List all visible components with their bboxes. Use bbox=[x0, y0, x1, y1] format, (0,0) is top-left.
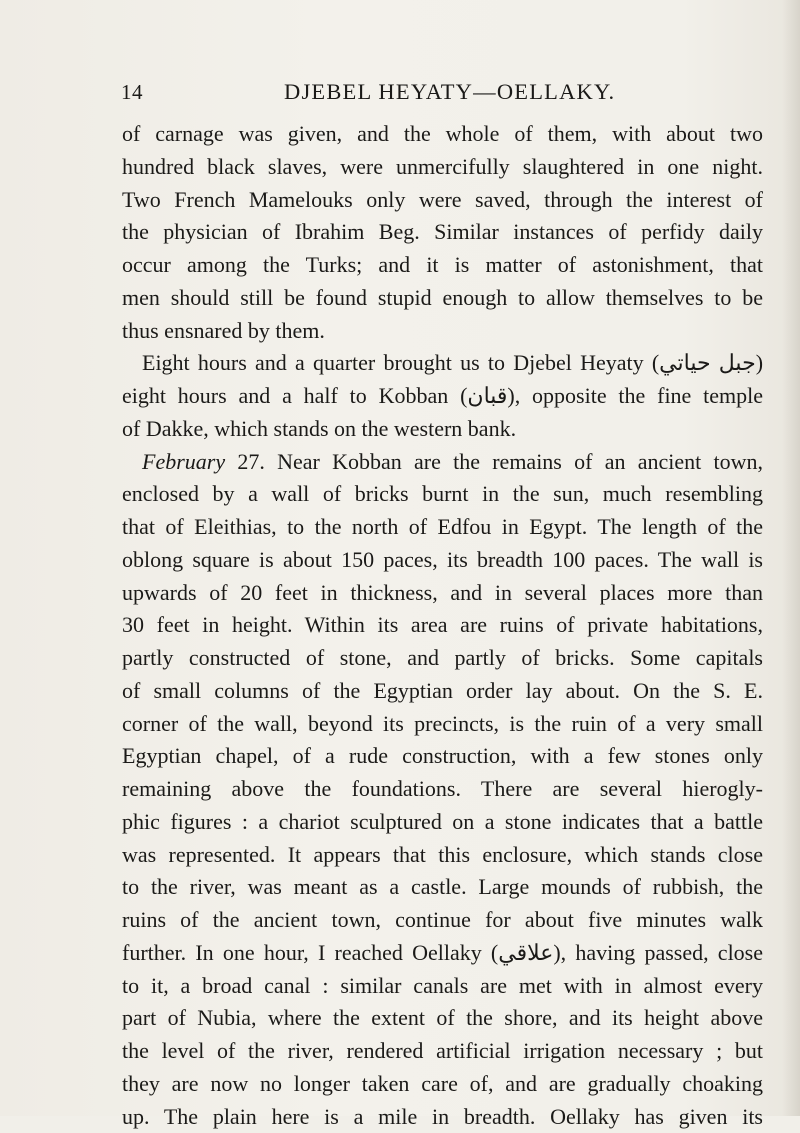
text-line: that of Eleithias, to the north of Edfou in Egypt. The length of the bbox=[122, 511, 763, 544]
text-line: they are now no longer taken care of, and are gradually choaking bbox=[122, 1068, 763, 1101]
page-edge-shadow bbox=[782, 0, 800, 1116]
body-text bbox=[122, 118, 763, 1133]
text-line: was represented. It appears that this enclosure, which stands close bbox=[122, 839, 763, 872]
text-line: of small columns of the Egyptian order lay about. On the S. E. bbox=[122, 675, 763, 708]
text-line: the level of the river, rendered artificial irrigation necessary ; but bbox=[122, 1035, 763, 1068]
text-line: ruins of the ancient town, continue for about five minutes walk bbox=[122, 904, 763, 937]
text-line: phic figures : a chariot sculptured on a stone indicates that a battle bbox=[122, 806, 763, 839]
entry-date-rest: 27. Near Kobban are the remains of an ancient town, bbox=[225, 449, 763, 474]
text-line: occur among the Turks; and it is matter of astonishment, that bbox=[122, 249, 763, 282]
page-number: 14 bbox=[121, 80, 143, 105]
text-line: eight hours and a half to Kobban (قبان), opposite the fine temple bbox=[122, 380, 763, 413]
text-line: remaining above the foundations. There are several hierogly- bbox=[122, 773, 763, 806]
text-line: the physician of Ibrahim Beg. Similar instances of perfidy daily bbox=[122, 216, 763, 249]
text-line: men should still be found stupid enough to allow themselves to be bbox=[122, 282, 763, 315]
text-line: to the river, was meant as a castle. Large mounds of rubbish, the bbox=[122, 871, 763, 904]
text-line: corner of the wall, beyond its precincts, is the ruin of a very small bbox=[122, 708, 763, 741]
text-line: hundred black slaves, were unmercifully slaughtered in one night. bbox=[122, 151, 763, 184]
text-line: 30 feet in height. Within its area are ruins of private habitations, bbox=[122, 609, 763, 642]
text-line: further. In one hour, I reached Oellaky (علاقي), having passed, close bbox=[122, 937, 763, 970]
text-line: up. The plain here is a mile in breadth. Oellaky has given its bbox=[122, 1101, 763, 1133]
text-line: part of Nubia, where the extent of the shore, and its height above bbox=[122, 1002, 763, 1035]
text-line: of Dakke, which stands on the western bank. bbox=[122, 413, 763, 446]
text-line: Two French Mamelouks only were saved, through the interest of bbox=[122, 184, 763, 217]
text-line: enclosed by a wall of bricks burnt in the sun, much resembling bbox=[122, 478, 763, 511]
text-line: Egyptian chapel, of a rude construction, with a few stones only bbox=[122, 740, 763, 773]
text-line: partly constructed of stone, and partly of bricks. Some capitals bbox=[122, 642, 763, 675]
entry-date-italic: February bbox=[142, 449, 225, 474]
text-line: thus ensnared by them. bbox=[122, 315, 763, 348]
paragraph-first-line: Eight hours and a quarter brought us to Djebel Heyaty (جبل حياتي) bbox=[122, 347, 763, 380]
text-line: oblong square is about 150 paces, its breadth 100 paces. The wall is bbox=[122, 544, 763, 577]
text-line: upwards of 20 feet in thickness, and in several places more than bbox=[122, 577, 763, 610]
dated-entry-line bbox=[122, 446, 763, 479]
text-line: to it, a broad canal : similar canals are met with in almost every bbox=[122, 970, 763, 1003]
running-title: DJEBEL HEYATY—OELLAKY. bbox=[284, 79, 615, 105]
text-line: of carnage was given, and the whole of them, with about two bbox=[122, 118, 763, 151]
